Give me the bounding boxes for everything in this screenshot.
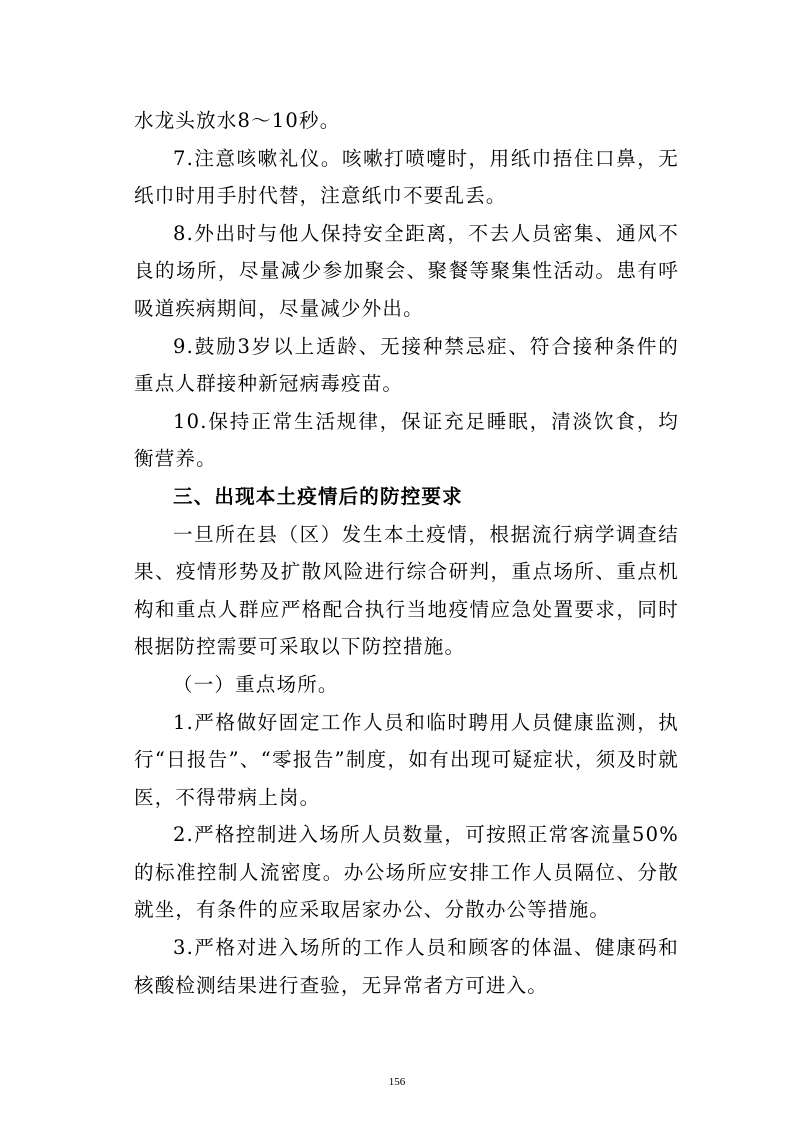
paragraph-item-8: 8.外出时与他人保持安全距离，不去人员密集、通风不良的场所，尽量减少参加聚会、聚餐等聚集性活动。患有呼吸道疾病期间，尽量减少外出。 xyxy=(134,221,679,320)
paragraph-item-10: 10.保持正常生活规律，保证充足睡眠，清淡饮食，均衡营养。 xyxy=(134,409,679,471)
section-heading-3: 三、出现本土疫情后的防控要求 xyxy=(173,484,463,508)
paragraph-sub-item-2: 2.严格控制进入场所人员数量，可按照正常客流量50%的标准控制人流密度。办公场所应安排工作人员隔位、分散就坐，有条件的应采取居家办公、分散办公等措施。 xyxy=(134,823,679,922)
paragraph-sub-item-3: 3.严格对进入场所的工作人员和顾客的体温、健康码和核酸检测结果进行查验，无异常者方可进入。 xyxy=(134,936,679,997)
paragraph-item-7: 7.注意咳嗽礼仪。咳嗽打喷嚏时，用纸巾捂住口鼻，无纸巾时用手肘代替，注意纸巾不要乱丢。 xyxy=(134,146,679,208)
paragraph-section-intro: 一旦所在县（区）发生本土疫情，根据流行病学调查结果、疫情形势及扩散风险进行综合研判，重点场所、重点机构和重点人群应严格配合执行当地疫情应急处置要求，同时根据防控需要可采取以下防控措施。 xyxy=(134,522,679,659)
paragraph-faucet: 水龙头放水8～10秒。 xyxy=(134,109,341,132)
paragraph-item-9: 9.鼓励3岁以上适龄、无接种禁忌症、符合接种条件的重点人群接种新冠病毒疫苗。 xyxy=(134,334,679,396)
paragraph-sub-item-1: 1.严格做好固定工作人员和临时聘用人员健康监测，执行“日报告”、“零报告”制度，如有出现可疑症状，须及时就医，不得带病上岗。 xyxy=(134,710,679,809)
subsection-heading-1: （一）重点场所。 xyxy=(173,672,339,696)
page-number: 156 xyxy=(388,1076,406,1088)
document-body xyxy=(134,102,679,1004)
